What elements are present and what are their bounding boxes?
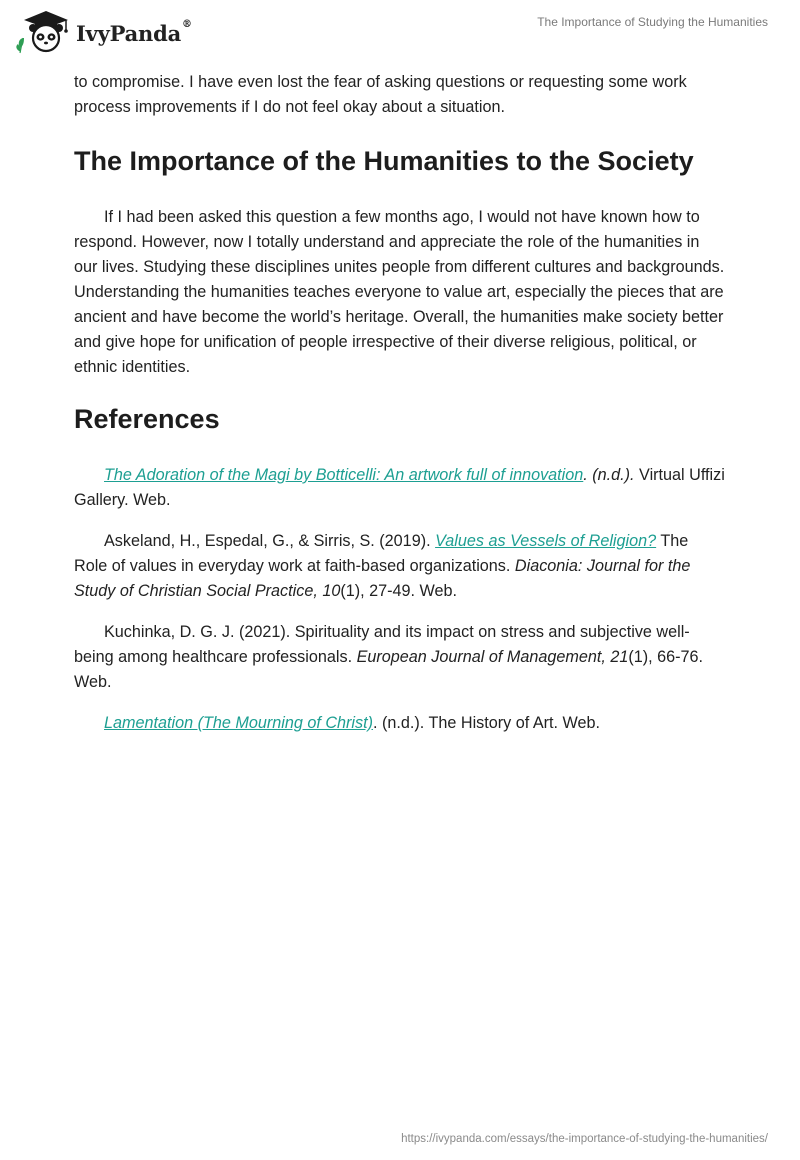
panda-logo-icon bbox=[14, 8, 76, 54]
reference-journal: European Journal of Management, 21 bbox=[356, 648, 629, 666]
references-heading: References bbox=[74, 404, 220, 434]
reference-date: . (n.d.). bbox=[583, 466, 635, 484]
logo-text: IvyPanda bbox=[76, 20, 182, 46]
registered-mark: ® bbox=[182, 18, 192, 30]
page-header bbox=[0, 0, 800, 62]
reference-title: The Role of values in everyday work at faith-based organizations. bbox=[74, 532, 689, 575]
section-heading: The Importance of the Humanities to the Society bbox=[74, 146, 694, 176]
footer-url[interactable]: https://ivypanda.com/essays/the-importance-of-studying-the-humanities/ bbox=[401, 1133, 768, 1145]
reference-tail: (1), 66-76. Web. bbox=[74, 648, 704, 691]
section-paragraph: If I had been asked this question a few months ago, I would not have known how to respond. However, now I totally understand and appreciate the role of the humanities in our lives. Studying these disciplines unites people from different cultures and backgrounds. Understanding the humanities teaches everyone to value art, especially the pieces that are ancient and have become the world’s heritage. Overall, the humanities make society better and give hope for unification of people irrespective of their diverse religious, political, or ethnic identities. bbox=[74, 208, 725, 376]
logo-wordmark bbox=[76, 18, 192, 46]
intro-paragraph: to compromise. I have even lost the fear of asking questions or requesting some work process improvements if I do not feel okay about a situation. bbox=[74, 73, 687, 116]
essay-content bbox=[74, 70, 726, 736]
reference-authors: Askeland, H., Espedal, G., & Sirris, S. (2019). bbox=[104, 532, 436, 550]
document-title: The Importance of Studying the Humanities bbox=[537, 15, 768, 29]
reference-tail: (1), 27-49. Web. bbox=[340, 582, 457, 600]
reference-journal: Diaconia: Journal for the Study of Christian Social Practice, 10 bbox=[74, 557, 691, 600]
reference-item bbox=[74, 463, 726, 513]
reference-source: Virtual Uffizi Gallery. Web. bbox=[74, 466, 725, 509]
reference-link[interactable]: The Adoration of the Magi by Botticelli: An artwork full of innovation bbox=[104, 466, 584, 484]
reference-tail: . (n.d.). The History of Art. Web. bbox=[373, 714, 601, 732]
reference-link[interactable]: Values as Vessels of Religion? bbox=[435, 532, 657, 550]
reference-text: Kuchinka, D. G. J. (2021). Spirituality and its impact on stress and subjective well-being among healthcare professionals. bbox=[74, 623, 690, 666]
reference-item bbox=[74, 620, 726, 695]
reference-item bbox=[74, 711, 726, 736]
ivypanda-logo[interactable] bbox=[14, 8, 192, 54]
reference-item bbox=[74, 529, 726, 604]
reference-link[interactable]: Lamentation (The Mourning of Christ) bbox=[104, 714, 374, 732]
